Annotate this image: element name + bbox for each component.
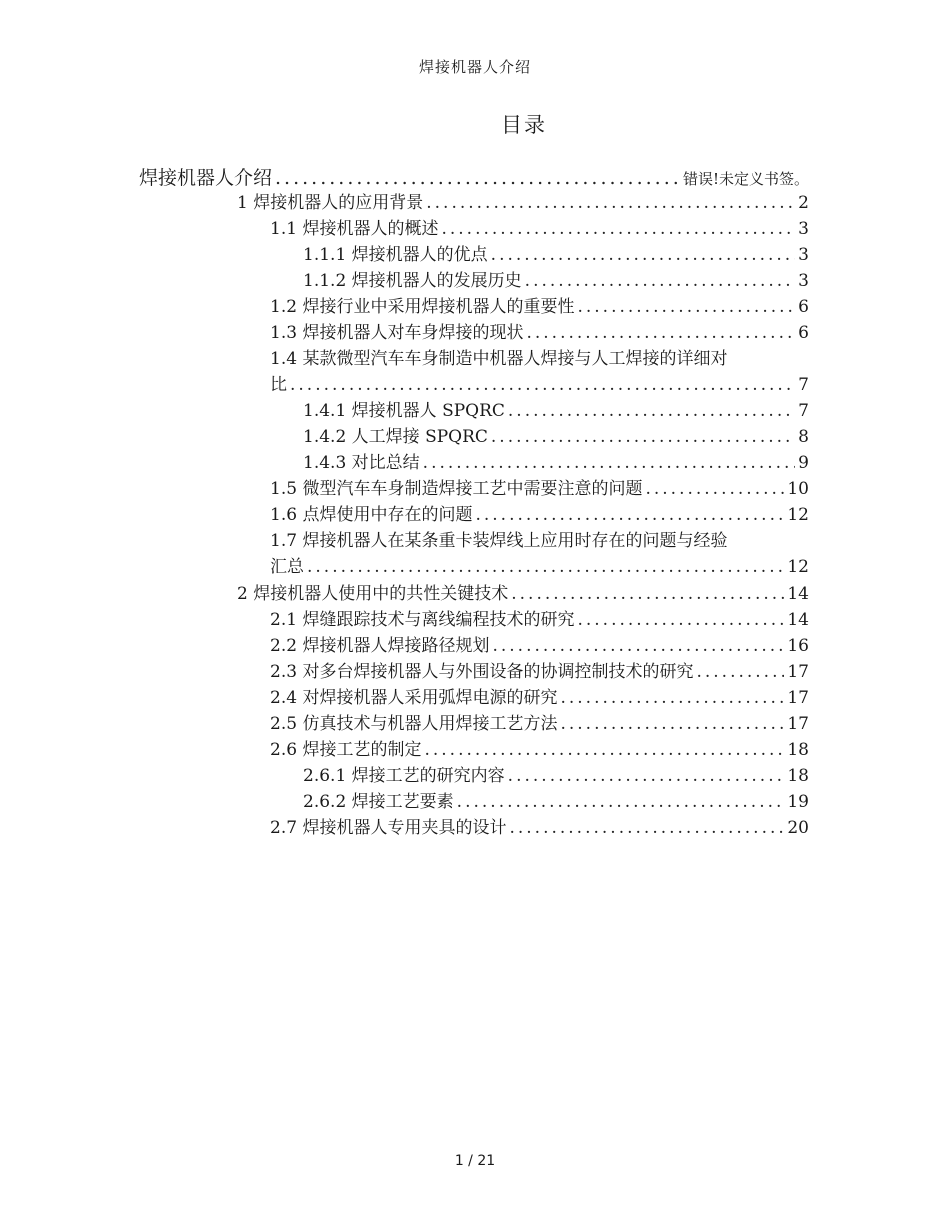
toc-entry-page: 10 bbox=[787, 479, 809, 499]
toc-entry[interactable] bbox=[270, 737, 809, 763]
page-number-indicator: 1 / 21 bbox=[454, 1153, 496, 1169]
toc-entry-page: 错误!未定义书签。 bbox=[682, 170, 809, 188]
toc-entry[interactable] bbox=[303, 763, 809, 789]
toc-entry-title: 2.5 仿真技术与机器人用焊接工艺方法 bbox=[270, 714, 558, 734]
toc-heading: 目录 bbox=[501, 113, 547, 137]
toc-entry[interactable] bbox=[270, 502, 809, 528]
toc-entry-page: 17 bbox=[787, 688, 809, 708]
toc-entry-title: 1.4.2 人工焊接 SPQRC bbox=[303, 427, 488, 447]
toc-entry-page: 8 bbox=[798, 427, 809, 447]
toc-entry-page: 14 bbox=[787, 610, 809, 630]
toc-entry[interactable] bbox=[270, 815, 809, 841]
toc-entry-title: 1.1 焊接机器人的概述 bbox=[270, 219, 439, 239]
toc-entry[interactable] bbox=[270, 607, 809, 633]
toc-entry-title-line2: 比 bbox=[270, 375, 287, 395]
toc-entry-title: 1.4.3 对比总结 bbox=[303, 453, 420, 473]
page-header: 焊接机器人介绍 bbox=[418, 58, 531, 76]
toc-entry-title: 1.1.1 焊接机器人的优点 bbox=[303, 245, 488, 265]
toc-entry[interactable] bbox=[270, 659, 809, 685]
toc-leader-dots bbox=[275, 165, 680, 191]
toc-entry-title: 1.6 点焊使用中存在的问题 bbox=[270, 505, 473, 525]
toc-entry-page: 2 bbox=[798, 193, 809, 213]
toc-entry-page: 17 bbox=[787, 662, 809, 682]
toc-entry[interactable] bbox=[270, 633, 809, 659]
toc-leader-dots bbox=[441, 216, 795, 242]
toc-entry[interactable] bbox=[270, 554, 809, 580]
toc-leader-dots bbox=[426, 190, 795, 216]
toc-entry[interactable] bbox=[303, 398, 809, 424]
toc-entry-page: 20 bbox=[787, 818, 809, 838]
toc-leader-dots bbox=[509, 815, 784, 841]
toc-leader-dots bbox=[492, 633, 784, 659]
toc-entry[interactable] bbox=[270, 685, 809, 711]
toc-leader-dots bbox=[491, 424, 795, 450]
toc-entry-title: 2 焊接机器人使用中的共性关键技术 bbox=[237, 584, 509, 604]
toc-leader-dots bbox=[424, 737, 784, 763]
toc-leader-dots bbox=[560, 685, 784, 711]
toc-leader-dots bbox=[475, 502, 784, 528]
toc-entry[interactable] bbox=[237, 190, 809, 216]
toc-entry-title: 2.6.1 焊接工艺的研究内容 bbox=[303, 766, 505, 786]
toc-leader-dots bbox=[645, 476, 784, 502]
toc-entry[interactable] bbox=[303, 450, 809, 476]
toc-entry[interactable] bbox=[303, 242, 809, 268]
toc-entry-page: 6 bbox=[798, 297, 809, 317]
toc-entry[interactable] bbox=[303, 268, 809, 294]
toc-entry-page: 12 bbox=[787, 557, 809, 577]
toc-leader-dots bbox=[508, 763, 785, 789]
toc-entry-page: 3 bbox=[798, 245, 809, 265]
toc-entry[interactable] bbox=[270, 320, 809, 346]
toc-entry-page: 16 bbox=[787, 636, 809, 656]
toc-entry-title: 2.1 焊缝跟踪技术与离线编程技术的研究 bbox=[270, 610, 575, 630]
toc-leader-dots bbox=[525, 268, 796, 294]
toc-entry-title: 1 焊接机器人的应用背景 bbox=[237, 193, 424, 213]
toc-leader-dots bbox=[526, 320, 795, 346]
toc-entry-page: 6 bbox=[798, 323, 809, 343]
toc-entry[interactable] bbox=[270, 372, 809, 398]
toc-leader-dots bbox=[696, 659, 784, 685]
toc-entry-title-line2: 汇总 bbox=[270, 557, 304, 577]
toc-entry-title: 焊接机器人介绍 bbox=[139, 167, 273, 189]
toc-leader-dots bbox=[560, 711, 784, 737]
toc-entry-page: 3 bbox=[798, 271, 809, 291]
toc-entry-title: 2.4 对焊接机器人采用弧焊电源的研究 bbox=[270, 688, 558, 708]
toc-entry-page: 18 bbox=[787, 766, 809, 786]
toc-entry[interactable] bbox=[270, 711, 809, 737]
toc-entry-title: 2.7 焊接机器人专用夹具的设计 bbox=[270, 818, 507, 838]
toc-entry[interactable] bbox=[237, 581, 809, 607]
toc-entry-title: 1.1.2 焊接机器人的发展历史 bbox=[303, 271, 522, 291]
toc-entry-page: 14 bbox=[787, 584, 809, 604]
toc-entry[interactable] bbox=[270, 294, 809, 320]
toc-leader-dots bbox=[577, 294, 795, 320]
toc-entry-title: 1.5 微型汽车车身制造焊接工艺中需要注意的问题 bbox=[270, 479, 643, 499]
toc-entry-page: 3 bbox=[798, 219, 809, 239]
toc-entry-page: 7 bbox=[798, 401, 809, 421]
toc-entry-title: 2.3 对多台焊接机器人与外围设备的协调控制技术的研究 bbox=[270, 662, 694, 682]
toc-entry[interactable] bbox=[303, 789, 809, 815]
toc-entry-page: 7 bbox=[798, 375, 809, 395]
toc-entry[interactable] bbox=[139, 165, 809, 191]
toc-entry-page: 12 bbox=[787, 505, 809, 525]
toc-entry-title: 1.4.1 焊接机器人 SPQRC bbox=[303, 401, 505, 421]
toc-leader-dots bbox=[577, 607, 784, 633]
toc-entry-title: 1.2 焊接行业中采用焊接机器人的重要性 bbox=[270, 297, 575, 317]
toc-leader-dots bbox=[307, 554, 784, 580]
toc-leader-dots bbox=[508, 398, 795, 424]
toc-entry-title: 2.2 焊接机器人焊接路径规划 bbox=[270, 636, 490, 656]
toc-leader-dots bbox=[290, 372, 795, 398]
toc-entry-page: 17 bbox=[787, 714, 809, 734]
toc-entry-title-line1[interactable]: 1.7 焊接机器人在某条重卡装焊线上应用时存在的问题与经验 bbox=[270, 531, 728, 551]
toc-entry-page: 19 bbox=[787, 792, 809, 812]
toc-leader-dots bbox=[511, 581, 784, 607]
toc-entry[interactable] bbox=[270, 216, 809, 242]
toc-leader-dots bbox=[491, 242, 796, 268]
toc-entry[interactable] bbox=[303, 424, 809, 450]
toc-entry-title: 2.6.2 焊接工艺要素 bbox=[303, 792, 454, 812]
toc-entry-page: 9 bbox=[798, 453, 809, 473]
toc-entry-title-line1[interactable]: 1.4 某款微型汽车车身制造中机器人焊接与人工焊接的详细对 bbox=[270, 349, 728, 369]
toc-leader-dots bbox=[457, 789, 785, 815]
toc-entry-title: 1.3 焊接机器人对车身焊接的现状 bbox=[270, 323, 524, 343]
toc-entry-page: 18 bbox=[787, 740, 809, 760]
toc-leader-dots bbox=[423, 450, 796, 476]
toc-entry[interactable] bbox=[270, 476, 809, 502]
toc-entry-title: 2.6 焊接工艺的制定 bbox=[270, 740, 422, 760]
